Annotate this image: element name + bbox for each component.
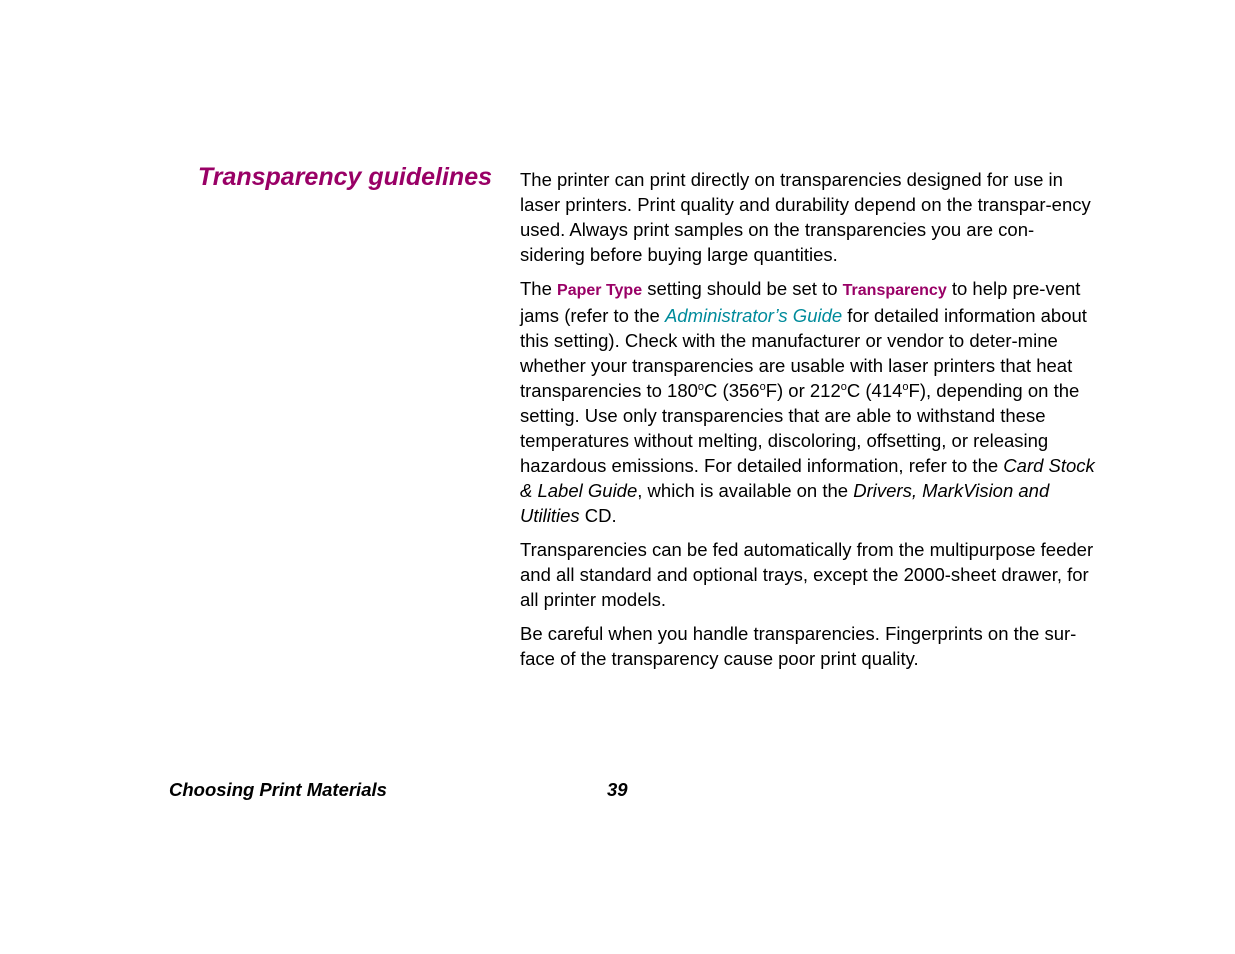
degree-mark: o — [759, 381, 766, 393]
paragraph-handling: Be careful when you handle transparencies. Fingerprints on the sur-face of the transparency cause poor print quality. — [520, 623, 1077, 669]
body-text — [520, 167, 1095, 680]
footer-chapter-title: Choosing Print Materials — [169, 779, 387, 800]
book-title-card-stock: Card Stock & Label Guide — [520, 455, 1095, 501]
degree-mark: o — [902, 381, 909, 393]
text-run: C (414 — [846, 380, 903, 401]
text-run: The — [520, 278, 558, 299]
footer-page-number: 39 — [607, 779, 628, 800]
paragraph-feeding: Transparencies can be fed automatically from the multipurpose feeder and all standard and optional trays, except the 2000-sheet drawer, for all printer models. — [520, 539, 1094, 610]
text-run: F), depending on the setting. Use only transparencies that are able to withstand these temperatures without melting, discoloring, offsetting, or releasing hazardous emissions. For detailed information, refer to the — [520, 380, 1080, 476]
degree-mark: o — [697, 381, 705, 393]
paragraph-settings — [520, 276, 1095, 528]
text-run: , which is available on the — [637, 480, 854, 501]
transparency-setting: Transparency — [842, 282, 947, 299]
degree-mark: o — [840, 381, 847, 393]
text-run: F) or 212 — [765, 380, 841, 401]
text-run: for detailed information about this setting). Check with the manufacturer or vendor to deter-mine whether your transparencies are usable with laser printers that heat transparencies to 180 — [520, 305, 1087, 401]
section-title: Transparency guidelines — [197, 163, 492, 191]
administrators-guide-link[interactable]: Administrator’s Guide — [664, 305, 843, 326]
paper-type-setting: Paper Type — [557, 282, 643, 299]
text-run: setting should be set to — [642, 278, 843, 299]
text-run: C (356 — [704, 380, 760, 401]
text-run: CD. — [579, 505, 617, 526]
paragraph-intro: The printer can print directly on transparencies designed for use in laser printers. Print quality and durability depend on the transpar-ency used. Always print samples on the transparencies you are con-sidering before buying large quantities. — [520, 169, 1091, 265]
text-run: to help pre-vent jams (refer to the — [520, 278, 1081, 326]
book-title-drivers-cd: Drivers, MarkVision and Utilities — [520, 480, 1050, 526]
